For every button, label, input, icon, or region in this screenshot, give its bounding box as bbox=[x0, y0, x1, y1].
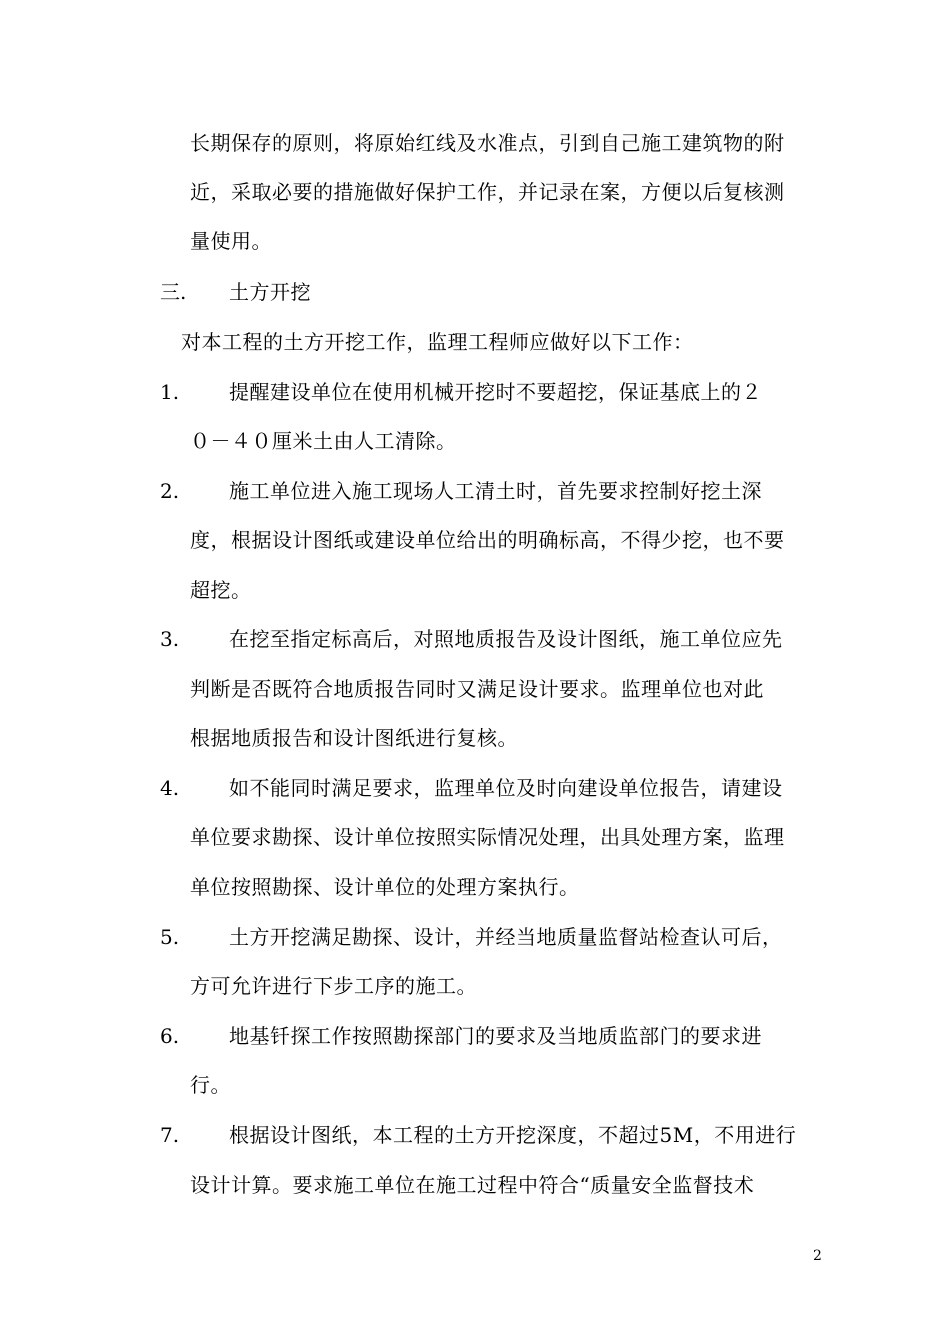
item-line: 如不能同时满足要求，监理单位及时向建设单位报告，请建设 bbox=[229, 776, 783, 800]
item-line: 设计计算。要求施工单位在施工过程中符合“质量安全监督技术 bbox=[190, 1173, 755, 1197]
item-line: 方可允许进行下步工序的施工。 bbox=[190, 974, 477, 998]
item-line: 行。 bbox=[190, 1073, 231, 1097]
paragraph-line: 近，采取必要的措施做好保护工作，并记录在案，方便以后复核测 bbox=[190, 180, 785, 204]
item-number: 3. bbox=[160, 627, 180, 651]
item-line: 单位要求勘探、设计单位按照实际情况处理，出具处理方案，监理 bbox=[190, 825, 785, 849]
item-line: 单位按照勘探、设计单位的处理方案执行。 bbox=[190, 875, 580, 899]
item-line: 施工单位进入施工现场人工清土时，首先要求控制好挖土深 bbox=[229, 479, 762, 503]
section-title: 土方开挖 bbox=[229, 280, 311, 304]
item-line: 地基钎探工作按照勘探部门的要求及当地质监部门的要求进 bbox=[229, 1024, 762, 1048]
item-line: 土方开挖满足勘探、设计，并经当地质量监督站检查认可后， bbox=[229, 925, 783, 949]
item-line: 提醒建设单位在使用机械开挖时不要超挖，保证基底上的２ bbox=[229, 380, 762, 404]
paragraph-line: 长期保存的原则，将原始红线及水准点，引到自己施工建筑物的附 bbox=[190, 131, 785, 155]
item-line: 在挖至指定标高后，对照地质报告及设计图纸，施工单位应先 bbox=[229, 627, 783, 651]
item-line: ０－４０厘米土由人工清除。 bbox=[190, 429, 457, 453]
section-number: 三. bbox=[160, 280, 187, 304]
item-line: 判断是否既符合地质报告同时又满足设计要求。监理单位也对此 bbox=[190, 677, 764, 701]
item-line: 根据设计图纸，本工程的土方开挖深度，不超过5M，不用进行 bbox=[229, 1123, 797, 1147]
item-number: 4. bbox=[160, 776, 180, 800]
item-number: 7. bbox=[160, 1123, 180, 1147]
page-number: 2 bbox=[813, 1248, 822, 1264]
item-line: 度，根据设计图纸或建设单位给出的明确标高，不得少挖，也不要 bbox=[190, 528, 785, 552]
paragraph-line: 量使用。 bbox=[190, 229, 272, 253]
item-number: 6. bbox=[160, 1024, 180, 1048]
item-number: 2. bbox=[160, 479, 180, 503]
intro-text: 对本工程的土方开挖工作，监理工程师应做好以下工作： bbox=[181, 330, 694, 354]
item-number: 5. bbox=[160, 925, 180, 949]
item-line: 超挖。 bbox=[190, 578, 252, 602]
item-number: 1. bbox=[160, 380, 180, 404]
item-line: 根据地质报告和设计图纸进行复核。 bbox=[190, 726, 518, 750]
